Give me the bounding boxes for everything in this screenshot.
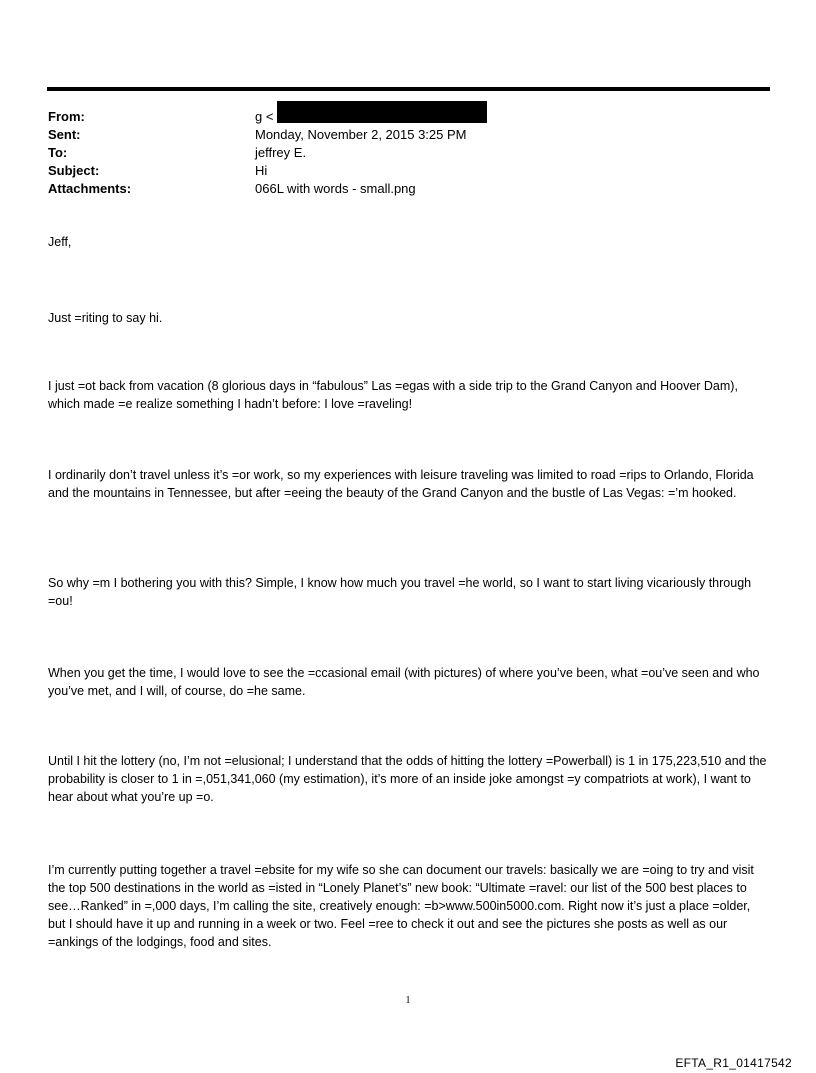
from-value: [255, 108, 768, 126]
attachments-row: [48, 180, 768, 198]
body-paragraph: I just =ot back from vacation (8 glorious days in “fabulous” Las =egas with a side trip to the Grand Canyon and Hoover Dam), which made =e realize something I hadn’t before: I love =raveling!: [48, 379, 738, 411]
body-paragraph: Until I hit the lottery (no, I’m not =elusional; I understand that the odds of hitting the lottery =Powerball) is 1 in 175,223,510 and the probability is closer to 1 in =,051,341,060 (my estimation), it’s more of an inside joke amongst =y compatriots at work), I want to hear about what you’re up =o.: [48, 754, 767, 804]
from-value-text: g <: [255, 109, 274, 124]
attachments-label: Attachments:: [48, 181, 132, 196]
from-row: [48, 108, 768, 126]
attachments-value: 066L with words - small.png: [255, 181, 416, 196]
body-paragraph: Just =riting to say hi.: [48, 311, 163, 325]
from-label: From:: [48, 109, 85, 124]
email-header: [48, 108, 768, 198]
subject-label: Subject:: [48, 163, 100, 178]
document-id: EFTA_R1_01417542: [675, 1056, 792, 1070]
body-paragraph: When you get the time, I would love to see the =ccasional email (with pictures) of where you’ve been, what =ou’ve seen and who you’ve met, and I will, of course, do =he same.: [48, 666, 760, 698]
redaction-block: [277, 101, 487, 123]
body-paragraph: I ordinarily don’t travel unless it’s =or work, so my experiences with leisure traveling was limited to road =rips to Orlando, Florida and the mountains in Tennessee, but after =eeing the beauty of the Grand Canyon and the bustle of Las Vegas: =’m hooked.: [48, 468, 754, 500]
subject-row: [48, 162, 768, 180]
sent-label: Sent:: [48, 127, 81, 142]
sent-value: Monday, November 2, 2015 3:25 PM: [255, 127, 467, 142]
to-row: [48, 144, 768, 162]
body-paragraph: So why =m I bothering you with this? Simple, I know how much you travel =he world, so I want to start living vicariously through =ou!: [48, 576, 752, 608]
subject-value: Hi: [255, 163, 268, 178]
to-label: To:: [48, 145, 68, 160]
to-value: jeffrey E.: [255, 145, 307, 160]
sent-row: [48, 126, 768, 144]
greeting: Jeff,: [48, 235, 72, 249]
header-divider: [47, 87, 770, 91]
body-paragraph: I’m currently putting together a travel =ebsite for my wife so she can document our travels: basically we are =oing to try and visit the top 500 destinations in the world as =isted in “Lonely Planet’s” new book: “Ultimate =ravel: our list of the 500 best places to see…Ranked” in =,000 days, I’m calling the site, creatively enough: =b>www.500in5000.com. Right now it’s just a place =older, but I should have it up and running in a week or two. Feel =ree to check it out and see the pictures she posts as well as our =ankings of the lodgings, food and sites.: [48, 863, 754, 949]
page-number: 1: [405, 995, 411, 1006]
